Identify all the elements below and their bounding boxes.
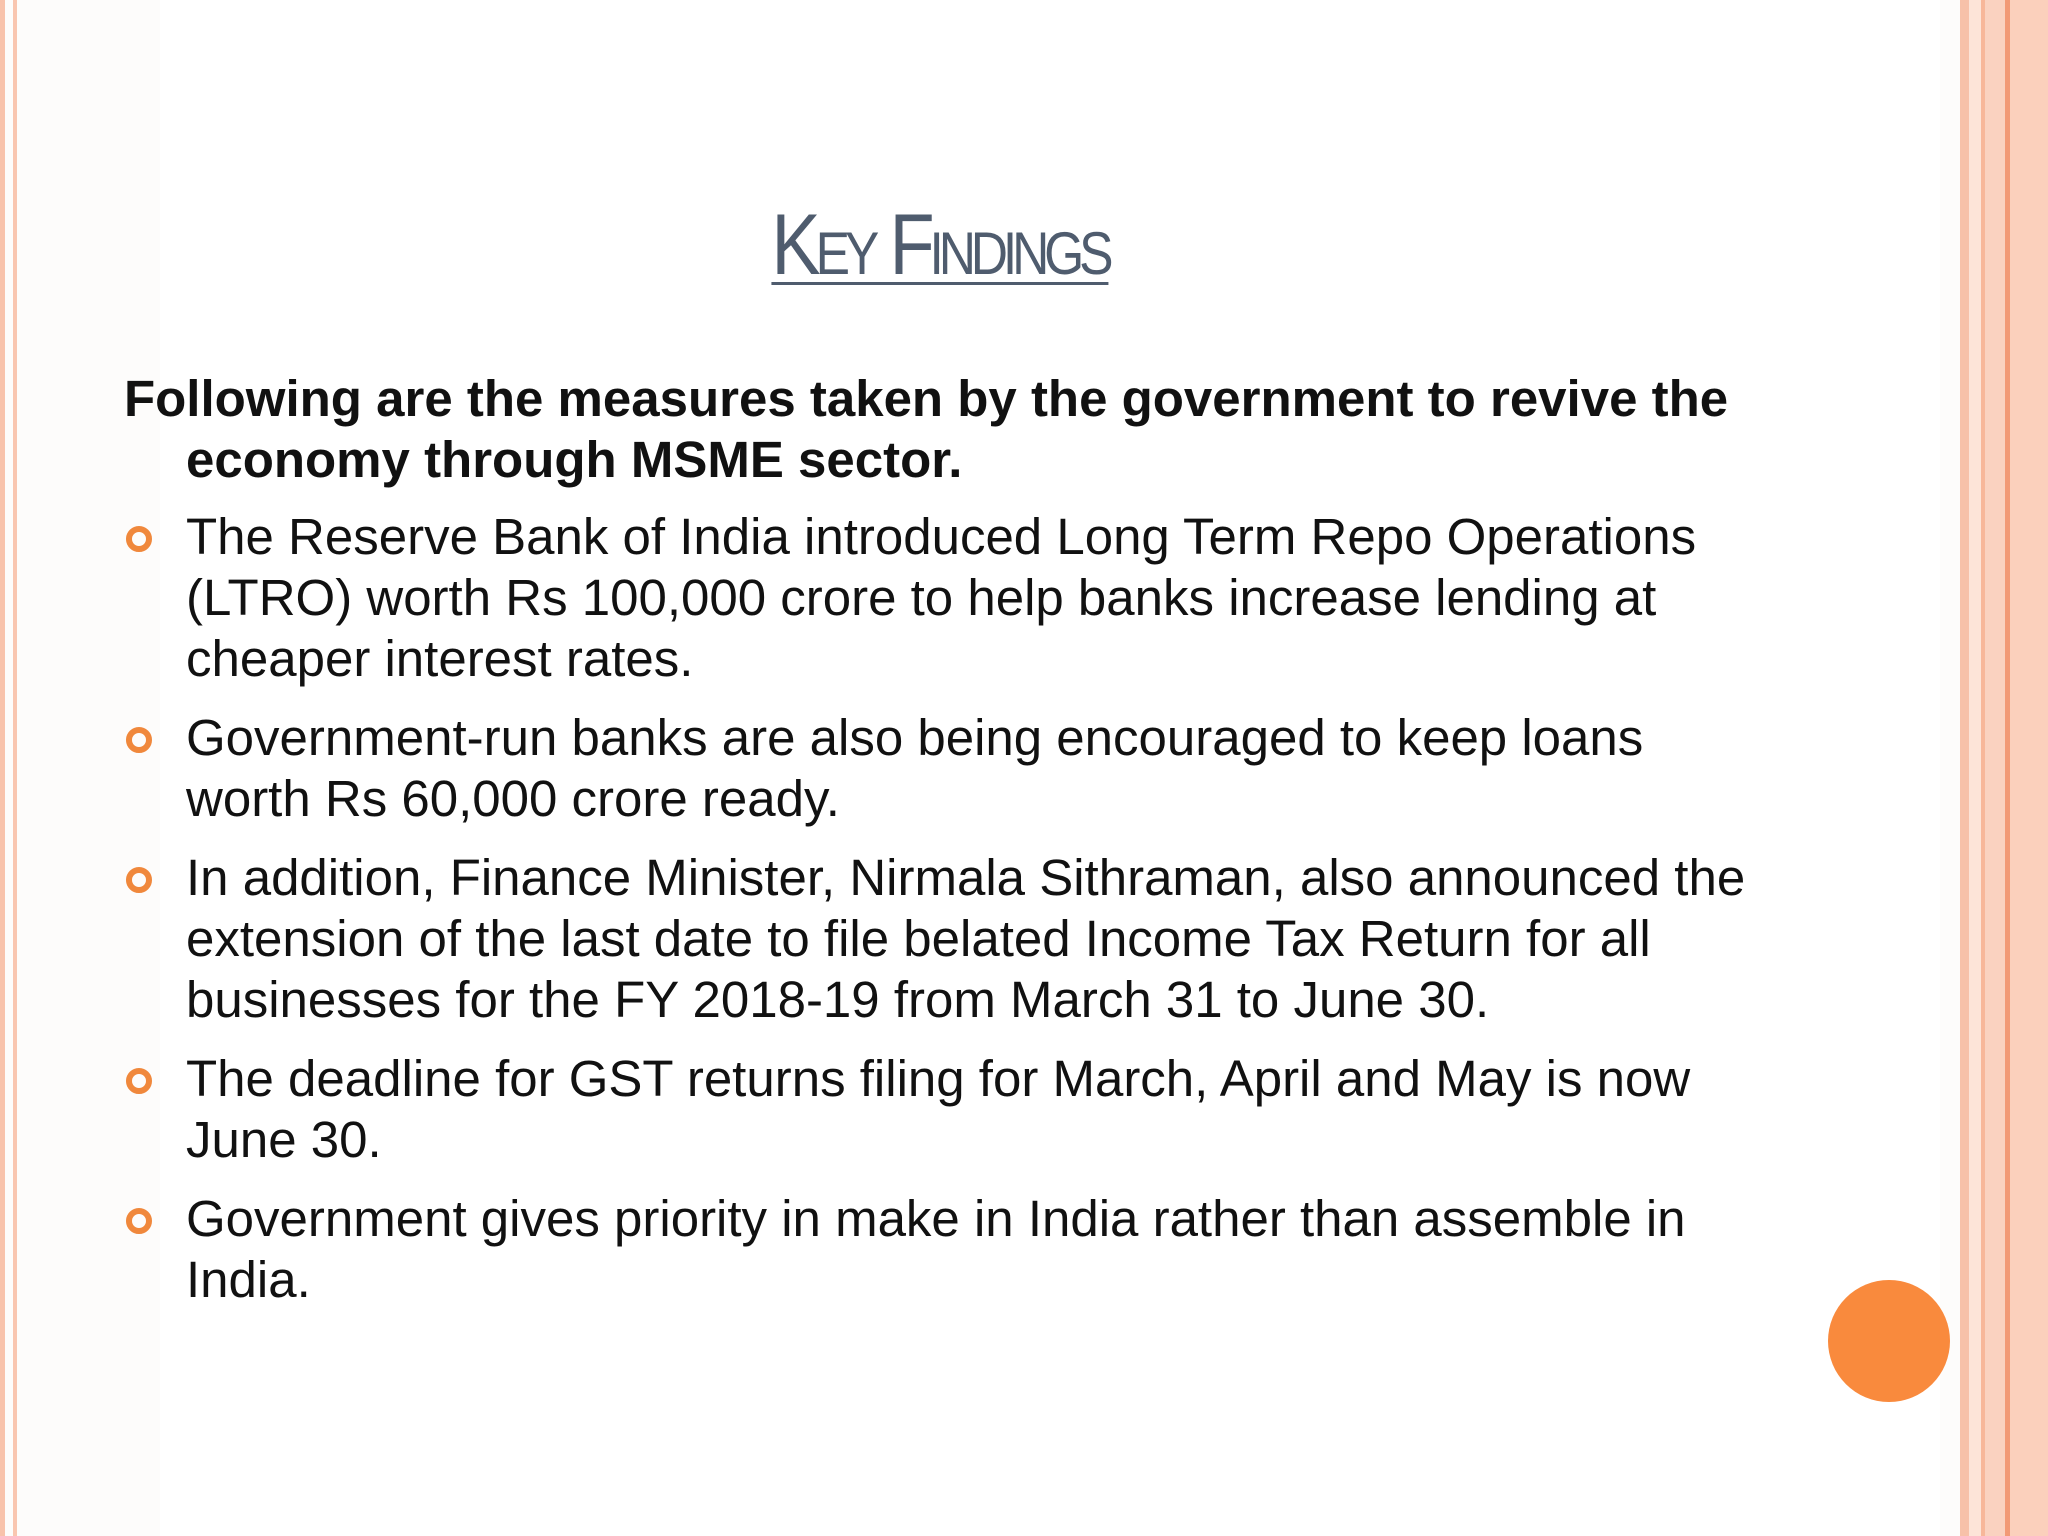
ring-bullet-icon: [126, 727, 152, 753]
right-border-stripe: [1960, 0, 1969, 1536]
ring-bullet-icon: [126, 867, 152, 893]
ring-bullet-icon: [126, 1208, 152, 1234]
right-border-stripe: [1969, 0, 1981, 1536]
right-border-stripe: [2010, 0, 2048, 1536]
bullet-text: In addition, Finance Minister, Nirmala Sithraman, also announced the extension of the last date to file belated Income Tax Return for all businesses for the FY 2018-19 from March 31 to June 30.: [186, 849, 1746, 1028]
bullet-item: [124, 506, 1764, 689]
bullet-item: [124, 707, 1764, 829]
bullet-item: [124, 1188, 1764, 1310]
ring-bullet-icon: [126, 1068, 152, 1094]
slide-content: [124, 368, 1764, 1328]
bullet-text: The deadline for GST returns filing for March, April and May is now June 30.: [186, 1050, 1691, 1168]
bullet-text: The Reserve Bank of India introduced Long Term Repo Operations (LTRO) worth Rs 100,000 crore to help banks increase lending at cheaper interest rates.: [186, 508, 1697, 687]
bullet-text: Government gives priority in make in India rather than assemble in India.: [186, 1190, 1686, 1308]
ring-bullet-icon: [126, 526, 152, 552]
intro-paragraph: Following are the measures taken by the government to revive the economy through MSME sector.: [124, 370, 1729, 488]
right-border-stripe: [1985, 0, 2005, 1536]
bullet-text: Government-run banks are also being encouraged to keep loans worth Rs 60,000 crore ready.: [186, 709, 1644, 827]
orange-circle-decoration: [1828, 1280, 1950, 1402]
bullet-item: [124, 847, 1764, 1030]
slide-title-text: Key Findings: [771, 197, 1109, 293]
slide-title: [0, 196, 1880, 295]
bullet-item: [124, 1048, 1764, 1170]
